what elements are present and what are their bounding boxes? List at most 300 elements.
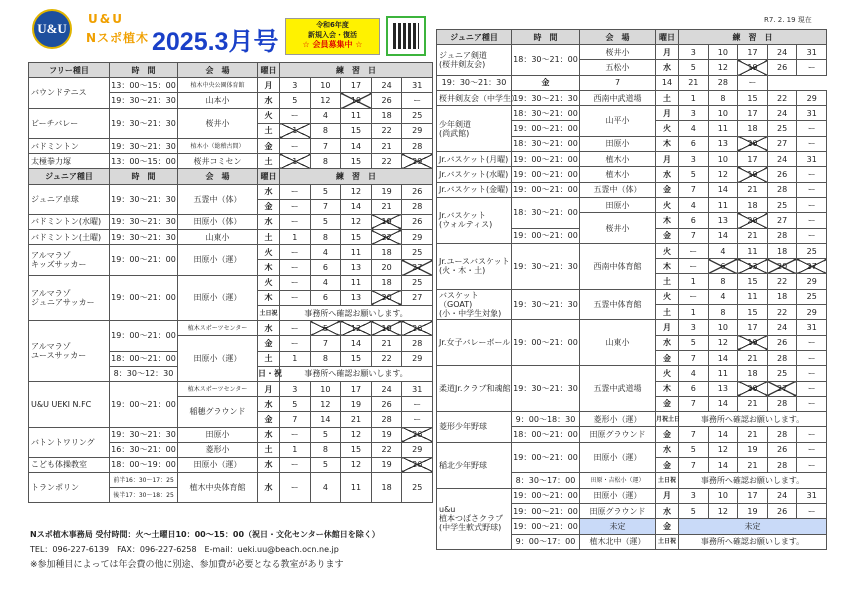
schedule-row xyxy=(437,106,827,121)
venue: 田原小 xyxy=(580,136,656,151)
activity-name: アルマラゾ キッズサッカー xyxy=(29,245,110,275)
venue: 田原小 xyxy=(580,197,656,212)
practice-date: 26 xyxy=(767,167,797,182)
col-header-category: フリー種目 xyxy=(29,63,110,78)
practice-date: 19 xyxy=(738,335,768,350)
practice-date: 31 xyxy=(797,320,827,335)
schedule-row xyxy=(437,182,827,197)
weekday: 金 xyxy=(258,412,280,427)
club-logo: U&U xyxy=(32,9,72,49)
practice-date: 1 xyxy=(280,154,311,169)
weekday: 金 xyxy=(656,427,679,442)
practice-date: ー xyxy=(797,427,827,442)
practice-time: 19：30～21：30 xyxy=(110,214,178,229)
practice-date: ー xyxy=(738,75,768,90)
practice-date: 28 xyxy=(767,427,797,442)
practice-date: 25 xyxy=(402,473,433,503)
weekday: 金 xyxy=(258,199,280,214)
practice-date: 22 xyxy=(371,442,402,457)
weekday: 金 xyxy=(656,458,679,473)
practice-note: 事務所へ確認お願いします。 xyxy=(679,473,827,488)
practice-time: 18：00～19：00 xyxy=(110,457,178,472)
schedule-row xyxy=(437,488,827,503)
practice-time: 19：30～21：30 xyxy=(110,93,178,108)
venue: 田原小（体） xyxy=(178,214,258,229)
practice-date: 6 xyxy=(708,259,738,274)
schedule-row xyxy=(29,184,433,199)
venue: 五霊中体育館 xyxy=(580,289,656,320)
schedule-row xyxy=(29,138,433,153)
venue: 稲穂グラウンド xyxy=(178,397,258,427)
practice-date: ー xyxy=(797,121,827,136)
campaign-banner xyxy=(285,18,380,55)
campaign-line2: 新規入会・復活 xyxy=(308,31,357,39)
schedule-row xyxy=(437,90,827,105)
venue: 五霊中（体） xyxy=(580,182,656,197)
weekday: 木 xyxy=(258,290,280,305)
practice-date: ー xyxy=(402,397,433,412)
weekday: 月 xyxy=(656,106,679,121)
practice-date: ー xyxy=(280,290,311,305)
practice-date: 11 xyxy=(341,245,372,260)
practice-date: 27 xyxy=(402,290,433,305)
venue: 植木小 xyxy=(580,167,656,182)
schedule-row xyxy=(29,473,433,488)
practice-date: 7 xyxy=(679,458,709,473)
practice-time: 前半16：30～17：25 xyxy=(110,473,178,488)
practice-date: 22 xyxy=(767,90,797,105)
practice-date: 18 xyxy=(371,473,402,503)
practice-date: 3 xyxy=(679,45,709,60)
practice-date: 13 xyxy=(708,381,738,396)
practice-date: 10 xyxy=(708,320,738,335)
practice-date: 14 xyxy=(341,199,372,214)
practice-date: 12 xyxy=(341,321,372,336)
weekday: 火 xyxy=(656,243,679,258)
practice-date: 5 xyxy=(679,335,709,350)
practice-date: 25 xyxy=(402,275,433,290)
weekday: 木 xyxy=(656,381,679,396)
practice-date: ー xyxy=(280,275,311,290)
venue: 田原・吉松小（運） xyxy=(580,473,656,488)
practice-date: 1 xyxy=(280,230,311,245)
weekday: 木 xyxy=(656,136,679,151)
practice-date: 7 xyxy=(310,138,341,153)
practice-date: 25 xyxy=(767,121,797,136)
schedule-row xyxy=(29,214,433,229)
practice-date: 22 xyxy=(371,154,402,169)
practice-date: 11 xyxy=(341,275,372,290)
issue-title: 2025.3月号 xyxy=(152,28,279,56)
schedule-row xyxy=(437,45,827,60)
practice-date: 17 xyxy=(341,78,372,93)
practice-date: 19 xyxy=(738,60,768,75)
practice-date: 12 xyxy=(341,214,372,229)
campaign-line3: ☆ 会員募集中 ☆ xyxy=(302,40,363,49)
practice-note: 事務所へ確認お願いします。 xyxy=(679,534,827,549)
activity-name: トランポリン xyxy=(29,473,110,503)
activity-name: Jr.バスケット (ウォルティス) xyxy=(437,197,512,243)
practice-time: 18：30～21：00 xyxy=(512,136,580,151)
venue: 田原グラウンド xyxy=(580,503,656,518)
practice-date: 18 xyxy=(738,197,768,212)
venue: 植木小 xyxy=(580,152,656,167)
practice-date: 22 xyxy=(371,230,402,245)
practice-date: 26 xyxy=(402,457,433,472)
weekday: 土 xyxy=(656,274,679,289)
activity-name: 桜井剣友会（中学生） xyxy=(437,90,512,105)
venue: 植木スポーツセンター xyxy=(178,321,258,336)
venue: 田原小（運） xyxy=(580,488,656,503)
practice-date: 19 xyxy=(738,503,768,518)
practice-time: 19：00～21：00 xyxy=(110,245,178,275)
practice-date: 7 xyxy=(679,427,709,442)
practice-date: ー xyxy=(797,136,827,151)
activity-name: ビーチバレー xyxy=(29,108,110,138)
practice-date: ー xyxy=(679,289,709,304)
practice-date: 29 xyxy=(402,154,433,169)
schedule-row xyxy=(437,243,827,258)
col-header-category: ジュニア種目 xyxy=(437,30,512,45)
practice-time: 19：30～21：30 xyxy=(110,230,178,245)
practice-date: ー xyxy=(280,260,311,275)
venue: 田原小（運） xyxy=(178,336,258,382)
practice-date: 24 xyxy=(767,488,797,503)
activity-name: 菱形少年野球 xyxy=(437,412,512,443)
weekday: 土 xyxy=(656,90,679,105)
practice-date: 28 xyxy=(767,182,797,197)
venue: 山東小 xyxy=(178,230,258,245)
venue: 田原小（運） xyxy=(178,245,258,275)
practice-date: 17 xyxy=(738,488,768,503)
col-header-day: 曜日 xyxy=(656,30,679,45)
practice-date: 13 xyxy=(738,259,768,274)
practice-date: ー xyxy=(280,321,311,336)
practice-date: 1 xyxy=(679,274,709,289)
weekday: 土 xyxy=(258,442,280,457)
practice-date: ー xyxy=(797,182,827,197)
practice-date: 8 xyxy=(310,230,341,245)
practice-date: 12 xyxy=(341,427,372,442)
practice-time: 9：00～18：30 xyxy=(512,412,580,427)
practice-time: 19：00～21：00 xyxy=(110,321,178,351)
practice-date: 11 xyxy=(341,473,372,503)
practice-note: 事務所へ確認お願いします。 xyxy=(280,366,433,381)
col-header-venue: 会 場 xyxy=(178,63,258,78)
practice-date: 21 xyxy=(738,427,768,442)
practice-date: 5 xyxy=(310,427,341,442)
schedule-row xyxy=(29,275,433,290)
practice-time: 19：30～21：30 xyxy=(110,184,178,214)
weekday: 金 xyxy=(258,138,280,153)
activity-name: Jr.バスケット(水曜) xyxy=(437,167,512,182)
schedule-row xyxy=(29,245,433,260)
practice-date: 15 xyxy=(341,123,372,138)
practice-time: 19：00～21：00 xyxy=(512,152,580,167)
practice-time: 18：30～21：00 xyxy=(512,45,580,76)
practice-date: ー xyxy=(280,199,311,214)
weekday: 土 xyxy=(258,154,280,169)
practice-date: 12 xyxy=(708,442,738,457)
practice-date: ー xyxy=(280,427,311,442)
practice-date: 19 xyxy=(371,457,402,472)
practice-date: ー xyxy=(280,245,311,260)
practice-date: 5 xyxy=(679,503,709,518)
practice-date: 10 xyxy=(708,488,738,503)
practice-date: 7 xyxy=(679,228,709,243)
practice-time: 19：00～21：00 xyxy=(110,381,178,427)
activity-name: 太極拳力塚 xyxy=(29,154,110,169)
practice-date: 14 xyxy=(708,396,738,411)
practice-date: ー xyxy=(402,93,433,108)
practice-time: 19：00～21：00 xyxy=(512,488,580,503)
practice-time: 16：30～21：00 xyxy=(110,442,178,457)
practice-date: 7 xyxy=(679,396,709,411)
practice-date: 17 xyxy=(738,152,768,167)
practice-date: ー xyxy=(797,381,827,396)
practice-date: 17 xyxy=(341,381,372,396)
venue: 菱形小（運） xyxy=(580,412,656,427)
weekday: 月 xyxy=(656,152,679,167)
weekday: 土 xyxy=(258,123,280,138)
practice-date: 7 xyxy=(580,75,656,90)
practice-date: 24 xyxy=(371,381,402,396)
col-header-venue: 会 場 xyxy=(580,30,656,45)
practice-date: 15 xyxy=(341,442,372,457)
weekday: 日・祝 xyxy=(258,366,280,381)
practice-date: 18 xyxy=(767,243,797,258)
weekday: 水 xyxy=(258,397,280,412)
weekday: 木 xyxy=(258,260,280,275)
left-schedule-table xyxy=(28,62,433,503)
practice-date: 8 xyxy=(310,123,341,138)
practice-date: 10 xyxy=(708,152,738,167)
practice-date: 29 xyxy=(402,442,433,457)
activity-name: バドミントン(土曜) xyxy=(29,230,110,245)
venue: 山平小 xyxy=(580,106,656,137)
practice-date: 31 xyxy=(797,106,827,121)
practice-date: 4 xyxy=(310,275,341,290)
weekday: 金 xyxy=(512,75,580,90)
venue: 田原小（運） xyxy=(178,275,258,321)
practice-date: ー xyxy=(280,336,311,351)
practice-date: 24 xyxy=(371,78,402,93)
practice-date: 8 xyxy=(708,90,738,105)
practice-date: 12 xyxy=(341,457,372,472)
practice-date: 25 xyxy=(767,197,797,212)
activity-name: Jr.バスケット(金曜) xyxy=(437,182,512,197)
practice-time: 19：30～21：30 xyxy=(512,243,580,289)
practice-date: 27 xyxy=(797,259,827,274)
practice-date: 14 xyxy=(656,75,679,90)
weekday: 水 xyxy=(258,184,280,199)
venue: 田原小 xyxy=(178,427,258,442)
practice-date: 27 xyxy=(767,136,797,151)
practice-date: 20 xyxy=(738,213,768,228)
practice-date: 28 xyxy=(767,396,797,411)
practice-date: 26 xyxy=(371,397,402,412)
practice-date: 5 xyxy=(280,93,311,108)
weekday: 火 xyxy=(258,275,280,290)
weekday: 土 xyxy=(258,230,280,245)
practice-date: 31 xyxy=(797,488,827,503)
practice-date: 19 xyxy=(371,214,402,229)
practice-date: 8 xyxy=(310,442,341,457)
practice-date: 1 xyxy=(280,123,311,138)
activity-name: u&u 植本つばさクラブ (中学生軟式野球) xyxy=(437,488,512,549)
practice-date: 29 xyxy=(402,230,433,245)
practice-date: ー xyxy=(280,184,311,199)
practice-date: 26 xyxy=(371,93,402,108)
weekday: 火 xyxy=(656,197,679,212)
practice-date: 26 xyxy=(767,60,797,75)
weekday: 火 xyxy=(656,289,679,304)
qr-code-icon[interactable] xyxy=(386,16,426,56)
schedule-row xyxy=(29,230,433,245)
practice-date: 13 xyxy=(708,213,738,228)
venue: 田原グラウンド xyxy=(580,427,656,442)
practice-time: 19：30～21：30 xyxy=(512,90,580,105)
practice-date: 19 xyxy=(738,167,768,182)
practice-time: 19：00～21：00 xyxy=(512,167,580,182)
practice-date: ー xyxy=(797,442,827,457)
practice-date: 21 xyxy=(738,228,768,243)
practice-time: 13：00～15：00 xyxy=(110,154,178,169)
practice-date: 5 xyxy=(310,184,341,199)
practice-date: 19 xyxy=(371,427,402,442)
practice-date: 14 xyxy=(310,412,341,427)
venue: 未定 xyxy=(580,519,656,534)
practice-date: 4 xyxy=(679,197,709,212)
schedule-row xyxy=(29,457,433,472)
practice-date: 14 xyxy=(708,427,738,442)
practice-date: 21 xyxy=(341,412,372,427)
practice-date: 14 xyxy=(708,350,738,365)
practice-date: 15 xyxy=(738,274,768,289)
practice-date: 15 xyxy=(738,90,768,105)
campaign-line1: 令和6年度 xyxy=(316,21,349,29)
practice-date: 5 xyxy=(679,442,709,457)
schedule-row xyxy=(437,366,827,381)
weekday: 月 xyxy=(656,488,679,503)
practice-note: 未定 xyxy=(679,519,827,534)
schedule-row xyxy=(29,154,433,169)
practice-date: 14 xyxy=(708,228,738,243)
practice-time: 18：30～21：00 xyxy=(512,106,580,121)
practice-date: 22 xyxy=(371,123,402,138)
practice-date: 26 xyxy=(767,503,797,518)
practice-date: 19 xyxy=(738,442,768,457)
practice-date: 27 xyxy=(767,213,797,228)
col-header-category: ジュニア種目 xyxy=(29,169,110,184)
practice-date: 4 xyxy=(310,245,341,260)
contact-info: TEL：096-227-6139 FAX：096-227-6258 E-mail：ueki.uu@beach.ocn.ne.jp xyxy=(30,545,339,554)
practice-date: 7 xyxy=(679,182,709,197)
practice-date: 25 xyxy=(797,243,827,258)
as-of-date: R7. 2. 19 現在 xyxy=(764,16,812,24)
practice-date: 14 xyxy=(341,138,372,153)
section-header xyxy=(29,63,433,78)
practice-date: 13 xyxy=(708,136,738,151)
practice-date: 10 xyxy=(708,106,738,121)
practice-date: 10 xyxy=(310,381,341,396)
activity-name: バスケット（GOAT) (小・中学生対象) xyxy=(437,289,512,320)
col-header-day: 曜日 xyxy=(258,63,280,78)
practice-date: 3 xyxy=(280,78,311,93)
practice-date: 21 xyxy=(371,138,402,153)
practice-date: 3 xyxy=(679,320,709,335)
practice-date: 6 xyxy=(679,213,709,228)
practice-date: 6 xyxy=(310,260,341,275)
practice-date: 24 xyxy=(767,106,797,121)
section-header xyxy=(437,30,827,45)
practice-date: 24 xyxy=(767,320,797,335)
practice-date: 11 xyxy=(738,243,768,258)
practice-date: 1 xyxy=(280,442,311,457)
practice-date: 31 xyxy=(797,45,827,60)
practice-date: 28 xyxy=(402,336,433,351)
practice-date: 7 xyxy=(310,199,341,214)
practice-date: 12 xyxy=(708,503,738,518)
practice-date: 21 xyxy=(679,75,709,90)
practice-date: 3 xyxy=(679,488,709,503)
practice-date: 26 xyxy=(402,427,433,442)
practice-date: 22 xyxy=(767,305,797,320)
practice-date: 25 xyxy=(797,289,827,304)
activity-name: バウンドテニス xyxy=(29,78,110,108)
practice-date: 14 xyxy=(708,458,738,473)
practice-date: 20 xyxy=(767,259,797,274)
practice-date: 11 xyxy=(708,197,738,212)
practice-date: 24 xyxy=(767,152,797,167)
practice-date: 26 xyxy=(402,321,433,336)
weekday: 金 xyxy=(656,182,679,197)
practice-date: 24 xyxy=(767,45,797,60)
practice-date: 1 xyxy=(679,305,709,320)
col-header-time: 時 間 xyxy=(110,169,178,184)
brand-line1: U&U xyxy=(88,12,124,26)
schedule-row xyxy=(437,442,827,457)
schedule-row xyxy=(29,78,433,93)
weekday: 土 xyxy=(258,351,280,366)
weekday: 月 xyxy=(258,381,280,396)
practice-date: 5 xyxy=(679,167,709,182)
weekday: 月 xyxy=(258,78,280,93)
practice-date: 20 xyxy=(738,136,768,151)
practice-date: 14 xyxy=(341,336,372,351)
venue: 山東小 xyxy=(580,320,656,366)
weekday: 金 xyxy=(656,350,679,365)
practice-time: 19：00～21：00 xyxy=(512,182,580,197)
practice-date: ー xyxy=(797,167,827,182)
col-header-day: 曜日 xyxy=(258,169,280,184)
practice-date: 8 xyxy=(310,154,341,169)
weekday: 土日祝 xyxy=(656,473,679,488)
practice-date: 11 xyxy=(708,121,738,136)
col-header-practice-days: 練 習 日 xyxy=(280,169,433,184)
practice-date: 18 xyxy=(738,366,768,381)
right-schedule-table xyxy=(436,29,827,550)
venue: 桜井コミセン xyxy=(178,154,258,169)
practice-date: 20 xyxy=(738,381,768,396)
activity-name: 少年剣道 (尚武館) xyxy=(437,106,512,152)
venue: 桜井小 xyxy=(580,45,656,60)
practice-date: 8 xyxy=(708,274,738,289)
weekday: 土日祝 xyxy=(258,306,280,321)
practice-date: 18 xyxy=(738,121,768,136)
practice-date: 28 xyxy=(371,412,402,427)
schedule-row xyxy=(29,427,433,442)
